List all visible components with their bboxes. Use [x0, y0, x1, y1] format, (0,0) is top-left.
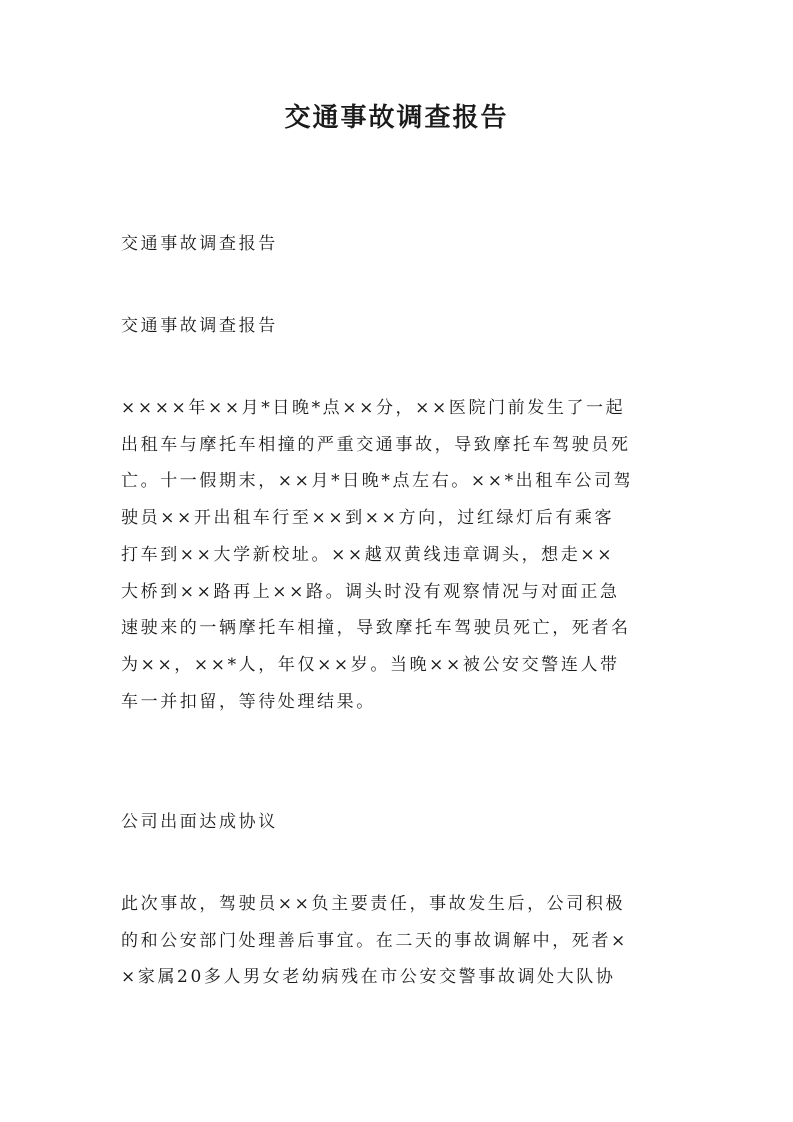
paragraph-heading-2 — [121, 308, 673, 345]
text-line: 速驶来的一辆摩托车相撞，导致摩托车驾驶员死亡，死者名 — [121, 618, 631, 639]
text-line: 大桥到××路再上××路。调头时没有观察情况与对面正急 — [121, 581, 620, 602]
text-line: 交通事故调查报告 — [121, 316, 278, 336]
text-line: 出租车与摩托车相撞的严重交通事故，导致摩托车驾驶员死 — [121, 434, 631, 455]
section-heading-agreement — [121, 804, 673, 841]
text-line: 公司出面达成协议 — [121, 812, 278, 832]
text-line: 亡。十一假期末，××月*日晚*点左右。××*出租车公司驾 — [121, 471, 634, 492]
text-line: ×家属20多人男女老幼病残在市公安交警事故调处大队协 — [121, 967, 616, 988]
text-line: 车一并扣留，等待处理结果。 — [121, 691, 376, 712]
document-title: 交通事故调查报告 — [284, 103, 509, 133]
paragraph-heading-1 — [121, 226, 673, 263]
text-line: 交通事故调查报告 — [121, 234, 278, 254]
text-line: 此次事故，驾驶员××负主要责任，事故发生后，公司积极 — [121, 894, 626, 914]
paragraph-accident-description — [121, 390, 673, 720]
text-line: 的和公安部门处理善后事宜。在二天的事故调解中，死者× — [121, 930, 628, 951]
text-line: 打车到××大学新校址。××越双黄线违章调头，想走×× — [121, 544, 615, 565]
text-line: 为××，××*人，年仅××岁。当晚××被公安交警连人带 — [121, 654, 620, 675]
paragraph-responsibility — [121, 886, 673, 996]
text-line: ××××年××月*日晚*点××分，××医院门前发生了一起 — [121, 398, 626, 418]
text-line: 驶员××开出租车行至××到××方向，过红绿灯后有乘客 — [121, 508, 615, 529]
